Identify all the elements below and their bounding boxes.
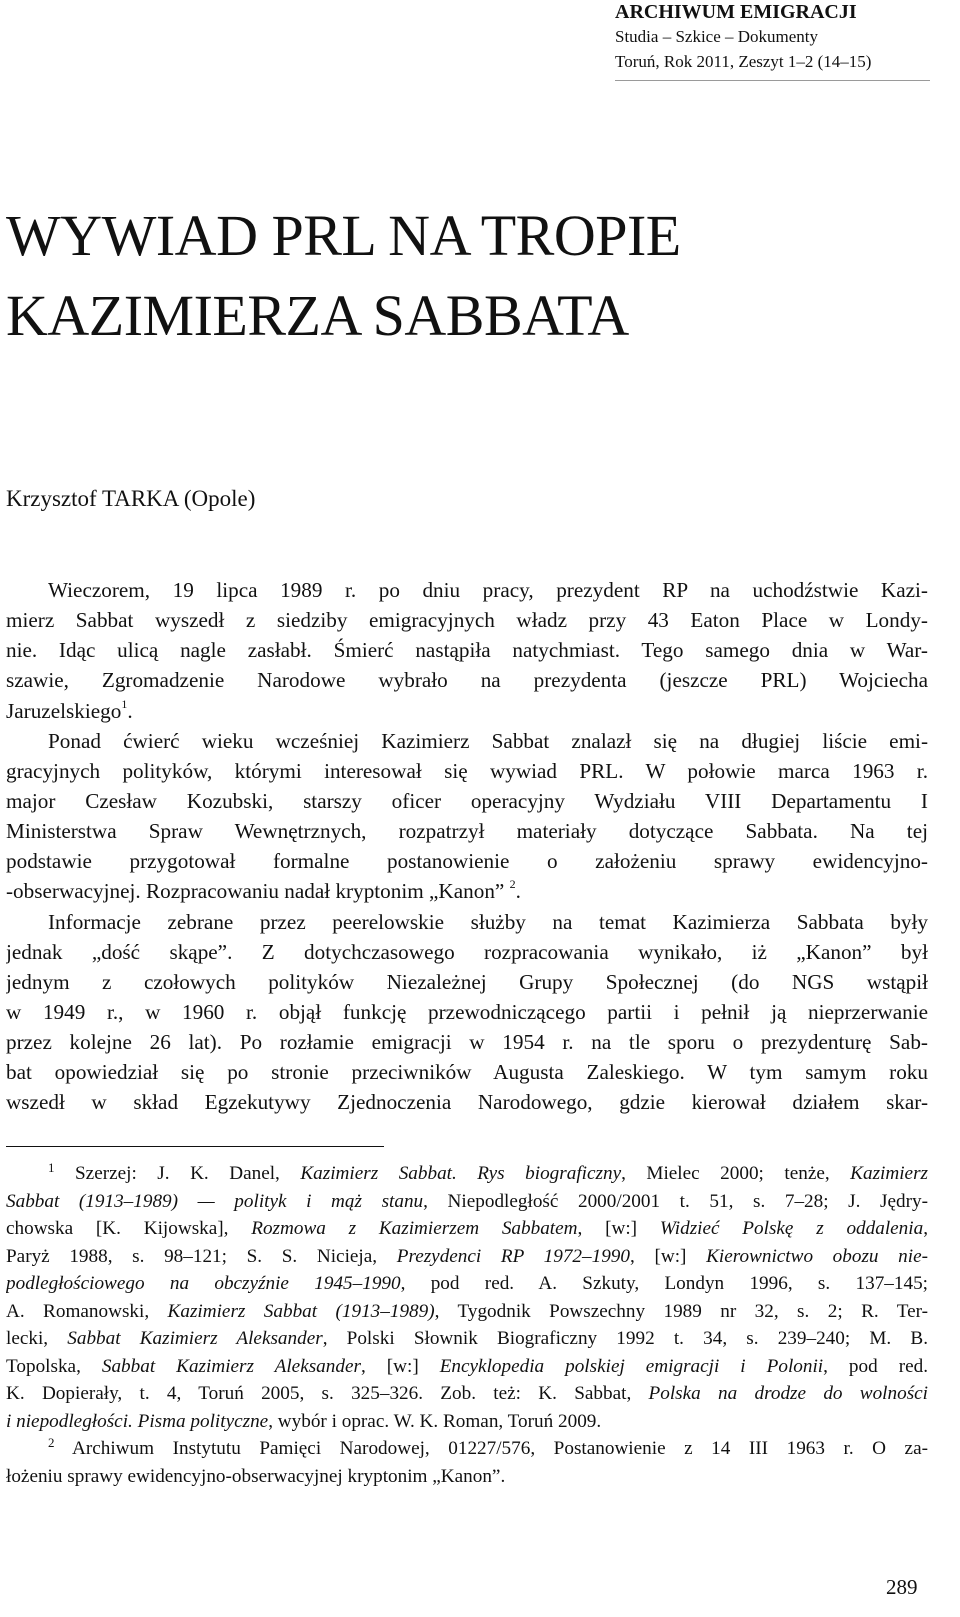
- article-title: [6, 196, 681, 356]
- footnote-ref-1[interactable]: 1: [121, 696, 128, 711]
- footnote-ref-2[interactable]: 2: [509, 877, 516, 892]
- body-line: jednak „dość skąpe”. Z dotychczasowego rozpracowania wynikało, iż „Kanon” był: [6, 939, 928, 964]
- footnote-1-line: [6, 1270, 928, 1298]
- journal-issue: Toruń, Rok 2011, Zeszyt 1–2 (14–15): [615, 52, 872, 71]
- footnote-text: A. Romanowski,: [6, 1300, 168, 1322]
- body-line: Informacje zebrane przez peerelowskie służby na temat Kazimierza Sabbata były: [48, 909, 928, 934]
- footnote-title: Sabbat (1913–1989) — polityk i mąż stanu: [6, 1190, 424, 1212]
- footnote-text: , Tygodnik Powszechny 1989 nr 32, s. 2; R. Ter-: [434, 1300, 928, 1322]
- article-title-line-2: KAZIMIERZA SABBATA: [6, 283, 629, 348]
- body-line: mierz Sabbat wyszedł z siedziby emigracyjnych władz przy 43 Eaton Place w Londy-: [6, 608, 928, 633]
- body-line: jednym z czołowych polityków Niezależnej Grupy Społecznej (do NGS wstąpił: [6, 969, 928, 994]
- footnote-1-line: [6, 1408, 928, 1436]
- body-line: Ministerstwa Spraw Wewnętrznych, rozpatrzył materiały dotyczące Sabbata. Na tej: [6, 819, 928, 844]
- body-line: w 1949 r., w 1960 r. objął funkcję przewodniczącego partii i pełnił ją nieprzerwanie: [6, 999, 928, 1024]
- footnote-1-line: [6, 1298, 928, 1326]
- footnote-title: Sabbat Kazimierz Aleksander: [101, 1355, 361, 1377]
- body-line: bat opowiedział się po stronie przeciwników Augusta Zaleskiego. W tym samym roku: [6, 1060, 928, 1085]
- punctuation: [504, 879, 509, 903]
- footnote-separator: [6, 1146, 384, 1147]
- body-line: major Czesław Kozubski, starszy oficer operacyjny Wydziału VIII Departamentu I: [6, 788, 928, 813]
- punctuation: .: [127, 698, 133, 723]
- footnote-text: , [w:]: [360, 1355, 440, 1377]
- footnotes: [6, 1160, 928, 1490]
- footnote-title: Widzieć Polskę z oddalenia: [659, 1218, 924, 1239]
- body-line: szawie, Zgromadzenie Narodowe wybrało na prezydenta (jeszcze PRL) Wojciecha: [6, 668, 928, 693]
- footnote-1-line: [6, 1188, 928, 1216]
- footnote-text: chowska [K. Kijowska],: [6, 1218, 252, 1239]
- footnote-number: 1: [48, 1160, 55, 1175]
- footnote-title: Kazimierz: [850, 1163, 928, 1184]
- footnote-text: Archiwum Instytutu Pamięci Narodowej, 01227/576, Postanowienie z 14 III 1963 r. O za-: [71, 1438, 928, 1459]
- footnote-title: Encyklopedia polskiej emigracji i Polonii: [439, 1355, 824, 1377]
- footnote-title: Sabbat Kazimierz Aleksander: [67, 1328, 323, 1349]
- header-rule: [615, 80, 930, 81]
- journal-header: [615, 0, 930, 82]
- footnote-1-line: [6, 1160, 928, 1188]
- body-line: nie. Idąc ulicą nagle zasłabł. Śmierć nastąpiła natychmiast. Tego samego dnia w War-: [6, 638, 928, 663]
- body-line: [6, 876, 928, 906]
- body-line-text: Jaruzelskiego: [6, 698, 122, 723]
- footnote-text: , [w:]: [577, 1218, 660, 1239]
- footnote-text: , Niepodległość 2000/2001 t. 51, s. 7–28; J. Jędry-: [423, 1190, 928, 1212]
- article-title-line-1: WYWIAD PRL NA TROPIE: [6, 203, 681, 268]
- journal-subtitle: Studia – Szkice – Dokumenty: [615, 27, 819, 46]
- footnote-number: 2: [48, 1435, 55, 1450]
- footnote-text: lecki,: [6, 1328, 68, 1349]
- footnote-2-line: [6, 1435, 928, 1463]
- footnote-text: K. Dopierały, t. 4, Toruń 2005, s. 325–326. Zob. też: K. Sabbat,: [6, 1383, 649, 1404]
- footnote-text: , pod red. A. Szkuty, Londyn 1996, s. 137–145;: [400, 1273, 928, 1294]
- footnote-1-line: [6, 1243, 928, 1271]
- punctuation: .: [515, 879, 521, 904]
- footnote-text: , pod red.: [823, 1355, 928, 1377]
- body-line: Wieczorem, 19 lipca 1989 r. po dniu pracy, prezydent RP na uchodźstwie Kazi-: [48, 578, 928, 602]
- footnote-text: , [w:]: [630, 1245, 707, 1267]
- footnote-text: Szerzej: J. K. Danel,: [75, 1163, 301, 1184]
- body-line: gracyjnych polityków, którymi interesował się wywiad PRL. W połowie marca 1963 r.: [6, 758, 928, 783]
- footnote-title: Kierownictwo obozu nie-: [706, 1245, 928, 1267]
- journal-title: ARCHIWUM EMIGRACJI: [615, 1, 857, 23]
- body-line: podstawie przygotował formalne postanowienie o założeniu sprawy ewidencyjno-: [6, 849, 928, 874]
- footnote-1-line: [6, 1215, 928, 1243]
- footnote-text: ,: [923, 1218, 928, 1239]
- footnote-title: Polska na drodze do wolności: [648, 1383, 928, 1404]
- body-line: Ponad ćwierć wieku wcześniej Kazimierz Sabbat znalazł się na długiej liście emi-: [48, 728, 928, 753]
- footnote-1-line: [6, 1380, 928, 1408]
- footnote-1-line: [6, 1353, 928, 1381]
- article-body: [6, 575, 928, 1118]
- footnote-title: i niepodległości. Pisma polityczne: [6, 1410, 269, 1432]
- footnote-title: Prezydenci RP 1972–1990: [396, 1245, 630, 1267]
- footnote-text: Topolska,: [6, 1355, 102, 1377]
- footnote-1-line: [6, 1325, 928, 1353]
- footnote-2-line: łożeniu sprawy ewidencyjno-obserwacyjnej kryptonim „Kanon”.: [6, 1465, 506, 1487]
- footnote-text: , Mielec 2000; tenże,: [621, 1163, 851, 1184]
- page-number: 289: [886, 1575, 918, 1599]
- footnote-text: , wybór i oprac. W. K. Roman, Toruń 2009.: [268, 1410, 602, 1432]
- footnote-text: , Polski Słownik Biograficzny 1992 t. 34, s. 239–240; M. B.: [322, 1328, 928, 1349]
- body-line-text: -obserwacyjnej. Rozpracowaniu nadał kryptonim „Kanon”: [6, 879, 505, 904]
- footnote-title: podległościowego na obczyźnie 1945–1990: [6, 1273, 401, 1294]
- footnote-text: Paryż 1988, s. 98–121; S. S. Nicieja,: [6, 1245, 397, 1267]
- body-line: wszedł w skład Egzekutywy Zjednoczenia Narodowego, gdzie kierował działem skar-: [6, 1090, 928, 1115]
- article-author: Krzysztof TARKA (Opole): [6, 486, 256, 511]
- footnote-title: Kazimierz Sabbat (1913–1989): [167, 1300, 435, 1322]
- footnote-title: Rozmowa z Kazimierzem Sabbatem: [251, 1218, 578, 1239]
- footnote-title: Kazimierz Sabbat. Rys biograficzny: [300, 1163, 622, 1184]
- body-line: [6, 696, 928, 726]
- body-line: przez kolejne 26 lat). Po rozłamie emigracji w 1954 r. na tle sporu o prezydenturę Sab-: [6, 1030, 928, 1055]
